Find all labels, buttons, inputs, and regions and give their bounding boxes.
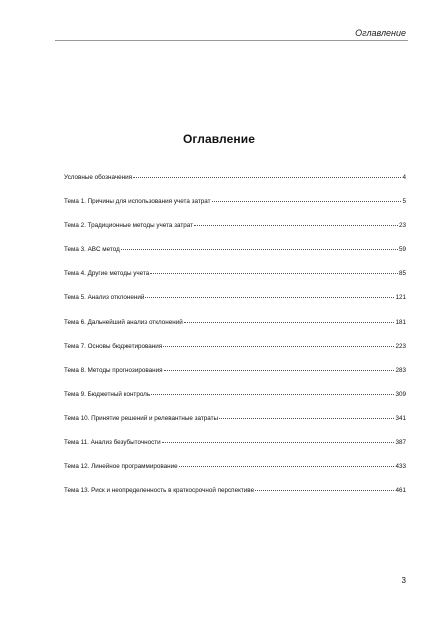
toc-entry-page: 4	[402, 174, 406, 181]
toc-entry-page: 5	[402, 198, 406, 206]
toc-leader	[145, 297, 394, 298]
toc-entry-title: Тема 4. Другие методы учета	[64, 270, 150, 278]
toc-leader	[255, 490, 394, 491]
toc-entry-page: 181	[395, 318, 406, 326]
page-number: 3	[401, 576, 406, 585]
toc-entry[interactable]	[64, 319, 406, 343]
toc-entry-page: 223	[395, 342, 406, 350]
toc-entry-title: Тема 9. Бюджетный контроль	[64, 390, 151, 398]
toc-entry-page: 59	[398, 246, 406, 254]
toc-entry[interactable]	[64, 270, 406, 294]
toc-leader	[184, 322, 395, 323]
toc-entry[interactable]	[64, 246, 406, 270]
toc-entry-title: Тема 12. Линейное программирование	[64, 463, 178, 471]
toc-entry[interactable]	[64, 198, 406, 222]
toc-entry[interactable]	[64, 343, 406, 367]
toc-leader	[121, 249, 398, 250]
toc-entry-title: Условные обозначения	[64, 174, 133, 181]
toc-entry-title: Тема 6. Дальнейший анализ отклонений	[64, 318, 183, 326]
toc-entry-page: 283	[395, 366, 406, 374]
toc-entry[interactable]	[64, 294, 406, 318]
toc-leader	[164, 370, 395, 371]
toc-entry[interactable]	[64, 391, 406, 415]
toc-entry-page: 461	[395, 487, 406, 495]
toc-entry-title: Тема 10. Принятие решений и релевантные затраты	[64, 414, 219, 422]
toc-entry-title: Тема 1. Причины для использования учета затрат	[64, 198, 211, 206]
toc-leader	[163, 346, 394, 347]
toc-leader	[150, 273, 398, 274]
toc-entry-page: 85	[398, 270, 406, 278]
page-title: Оглавление	[183, 132, 255, 146]
toc-entry-title: Тема 7. Основы бюджетирования	[64, 342, 163, 350]
toc-entry[interactable]	[64, 174, 406, 198]
toc-leader	[219, 418, 394, 419]
toc-entry-page: 23	[398, 222, 406, 230]
toc-entry[interactable]	[64, 222, 406, 246]
toc-entry[interactable]	[64, 439, 406, 463]
running-header: Оглавление	[355, 28, 406, 38]
toc-entry-title: Тема 5. Анализ отклонений	[64, 294, 145, 302]
toc-entry-page: 121	[395, 294, 406, 302]
toc-leader	[179, 466, 395, 467]
toc-entry[interactable]	[64, 463, 406, 487]
toc-entry[interactable]	[64, 415, 406, 439]
toc-leader	[151, 394, 394, 395]
toc-leader	[194, 225, 398, 226]
toc-entry-title: Тема 2. Традиционные методы учета затрат	[64, 222, 194, 230]
toc-entry-title: Тема 8. Методы прогнозирования	[64, 366, 163, 374]
toc-entry-title: Тема 13. Риск и неопределенность в краткосрочной перспективе	[64, 487, 255, 495]
table-of-contents	[64, 174, 406, 511]
toc-entry[interactable]	[64, 367, 406, 391]
toc-entry-page: 309	[395, 390, 406, 398]
toc-entry[interactable]	[64, 487, 406, 511]
toc-leader	[162, 442, 395, 443]
toc-entry-title: Тема 3. ABC метод	[64, 246, 120, 254]
toc-entry-page: 341	[395, 414, 406, 422]
toc-entry-page: 387	[395, 439, 406, 447]
toc-leader	[212, 201, 402, 202]
toc-entry-page: 433	[395, 463, 406, 471]
toc-entry-title: Тема 11. Анализ безубыточности	[64, 439, 161, 447]
header-rule	[55, 40, 408, 41]
toc-leader	[133, 177, 401, 178]
